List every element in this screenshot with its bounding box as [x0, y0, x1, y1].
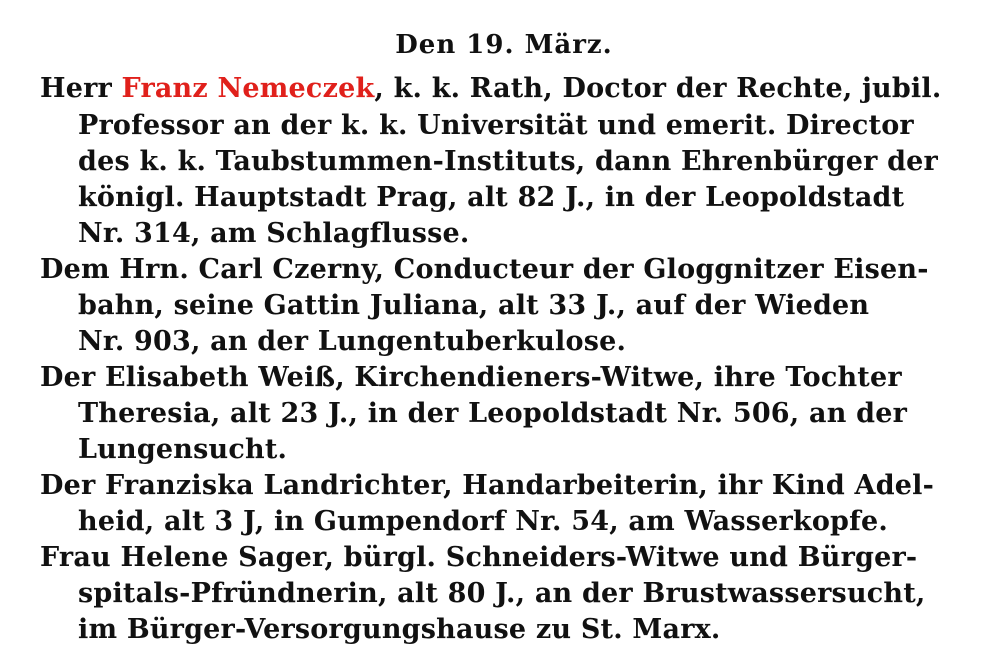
entry-line: spitals-Pfründnerin, alt 80 J., an der Brustwassersucht,: [78, 578, 926, 609]
entry-text: , k. k. Rath, Doctor der Rechte, jubil.: [374, 73, 942, 104]
entry-line: Der Elisabeth Weiß, Kirchendieners-Witwe, ihre Tochter: [40, 362, 902, 393]
entry-line: königl. Hauptstadt Prag, alt 82 J., in der Leopoldstadt: [78, 182, 905, 213]
entry-line: Lungensucht.: [78, 434, 288, 465]
entry-line: Theresia, alt 23 J., in der Leopoldstadt Nr. 506, an der: [78, 398, 908, 429]
entry-line: heid, alt 3 J, in Gumpendorf Nr. 54, am Wasserkopfe.: [78, 506, 888, 537]
entry-line: [40, 72, 941, 106]
entry-line: des k. k. Taubstummen-Instituts, dann Ehrenbürger der: [78, 146, 938, 177]
entry-line: Frau Helene Sager, bürgl. Schneiders-Witwe und Bürger-: [40, 542, 918, 573]
entry-line: bahn, seine Gattin Juliana, alt 33 J., auf der Wieden: [78, 290, 870, 321]
entry-line: Professor an der k. k. Universität und emerit. Director: [78, 110, 914, 141]
entry-prefix: Herr: [40, 73, 122, 104]
date-heading: Den 19. März.: [395, 30, 613, 60]
entry-line: Nr. 314, am Schlagflusse.: [78, 218, 470, 249]
entry-line: Dem Hrn. Carl Czerny, Conducteur der Gloggnitzer Eisen-: [40, 254, 929, 285]
entry-line: Nr. 903, an der Lungentuberkulose.: [78, 326, 627, 357]
entry-line: im Bürger-Versorgungshause zu St. Marx.: [78, 614, 721, 645]
highlighted-name: Franz Nemeczek: [121, 73, 375, 104]
entry-line: Der Franziska Landrichter, Handarbeiterin, ihr Kind Adel-: [40, 470, 935, 501]
